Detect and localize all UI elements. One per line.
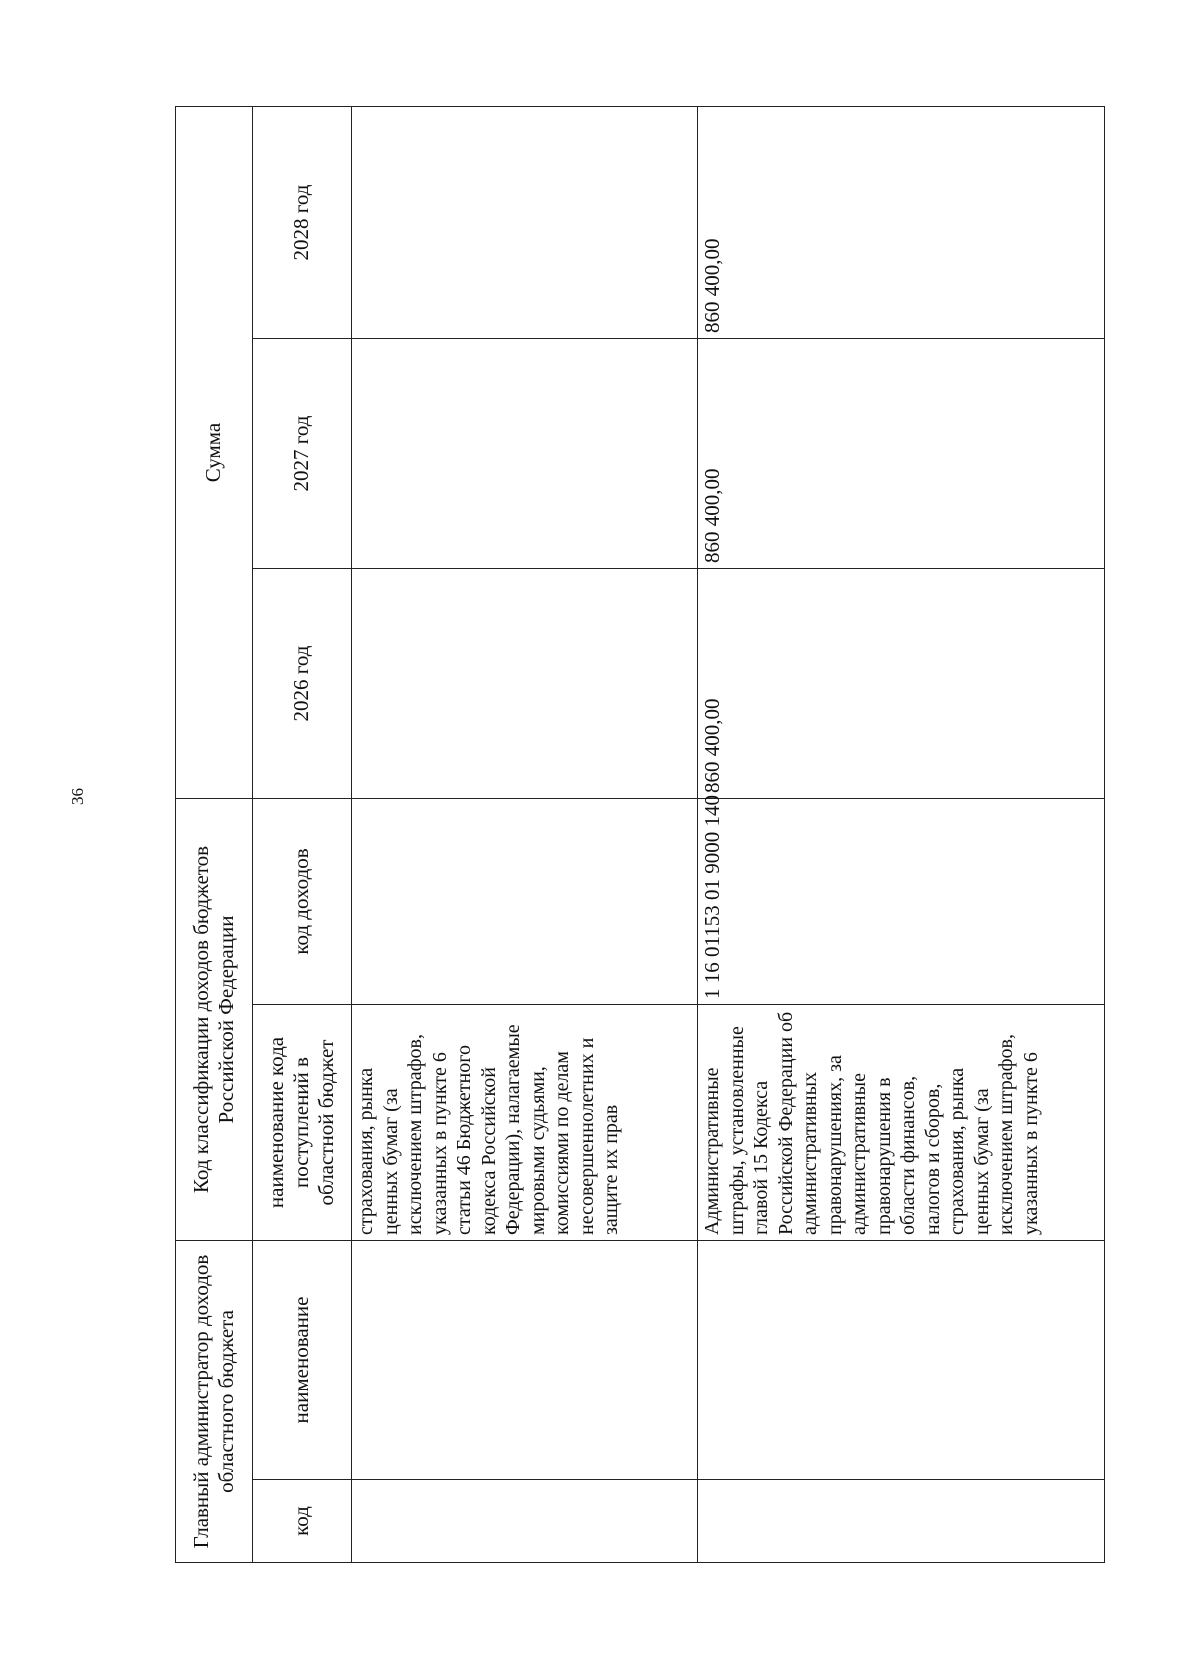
cell-code	[352, 1480, 698, 1563]
header-name: наименование	[252, 1241, 352, 1480]
revenue-table-wrapper	[175, 107, 1105, 1563]
cell-code	[698, 1480, 1105, 1563]
cell-2027	[352, 338, 698, 568]
cell-receipt-name: Административные штрафы, установленные главой 15 Кодекса Российской Федерации об административных правонарушениях, за административные правонарушения в области финансов, налогов и сборов, страхования, рынка ценных бумаг (за исключением штрафов, указанных в пункте 6	[698, 1005, 1105, 1241]
header-row-columns	[252, 106, 352, 1562]
table-row	[698, 106, 1105, 1562]
cell-name	[698, 1241, 1105, 1480]
header-code: код	[252, 1480, 352, 1563]
revenue-table	[175, 106, 1105, 1563]
header-2027: 2027 год	[252, 338, 352, 568]
header-admin-group: Главный администратор доходов областного бюджета	[176, 1241, 253, 1563]
cell-2026	[352, 568, 698, 798]
cell-income-code	[352, 798, 698, 1004]
cell-2028: 860 400,00	[698, 106, 1105, 338]
cell-name	[352, 1241, 698, 1480]
header-code-group: Код классификации доходов бюджетов Российской Федерации	[176, 798, 253, 1240]
cell-2026: 860 400,00	[698, 568, 1105, 798]
header-2028: 2028 год	[252, 106, 352, 338]
header-income-code: код доходов	[252, 798, 352, 1004]
cell-2027: 860 400,00	[698, 338, 1105, 568]
cell-receipt-name: страхования, рынка ценных бумаг (за исключением штрафов, указанных в пункте 6 статьи 46 Бюджетного кодекса Российской Федерации), налагаемые мировыми судьями, комиссиями по делам несовершеннолетних и защите их прав	[352, 1005, 698, 1241]
header-sum-group: Сумма	[176, 106, 253, 798]
table-row	[352, 106, 698, 1562]
cell-2028	[352, 106, 698, 338]
header-2026: 2026 год	[252, 568, 352, 798]
header-row-groups	[176, 106, 253, 1562]
cell-income-code: 1 16 01153 01 9000 140	[698, 798, 1105, 1004]
page-number: 36	[68, 788, 87, 805]
header-receipt-name: наименование кода поступлений в областной бюджет	[252, 1005, 352, 1241]
